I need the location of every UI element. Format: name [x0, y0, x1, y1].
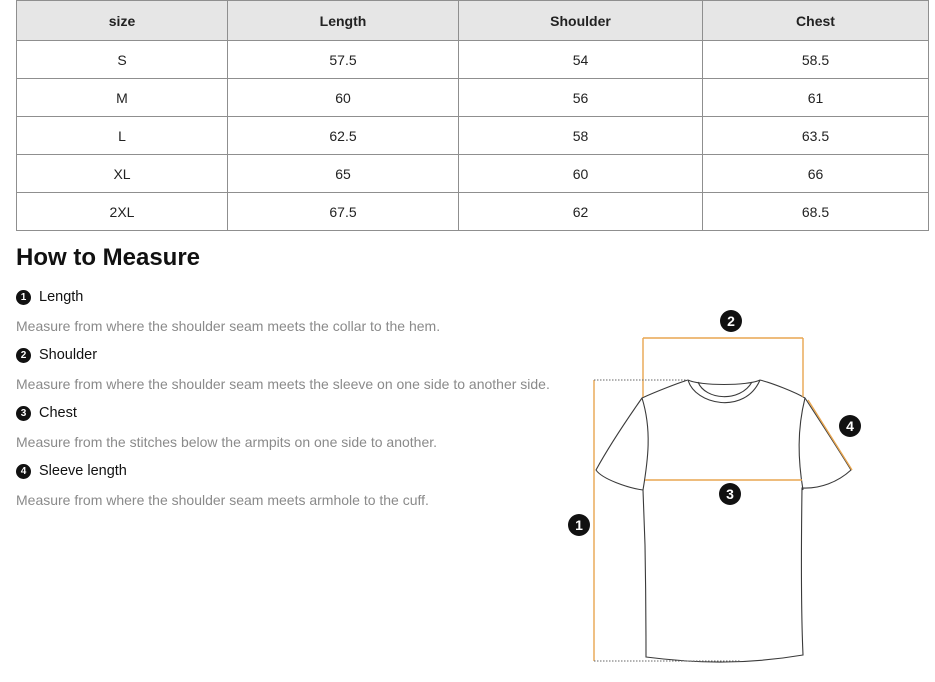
cell-shoulder: 60	[459, 155, 703, 193]
table-row	[17, 117, 929, 155]
table-row	[17, 155, 929, 193]
measure-item-label: Chest	[39, 405, 77, 421]
measure-item-label: Sleeve length	[39, 463, 127, 479]
cell-length: 65	[228, 155, 459, 193]
measure-item-label: Length	[39, 289, 84, 305]
cell-size: XL	[17, 155, 228, 193]
table-header-row	[17, 1, 929, 41]
cell-size: S	[17, 41, 228, 79]
table-row	[17, 79, 929, 117]
marker-4	[839, 415, 861, 437]
number-3-icon: 3	[16, 406, 31, 421]
marker-2	[720, 310, 742, 332]
cell-chest: 66	[703, 155, 929, 193]
header-length: Length	[228, 1, 459, 41]
cell-chest: 68.5	[703, 193, 929, 231]
svg-text:2: 2	[727, 313, 735, 329]
measure-item-sleeve-length	[16, 463, 127, 479]
measure-item-label: Shoulder	[39, 347, 98, 363]
marker-1	[568, 514, 590, 536]
cell-length: 62.5	[228, 117, 459, 155]
header-shoulder: Shoulder	[459, 1, 703, 41]
svg-text:3: 3	[726, 486, 734, 502]
marker-3	[719, 483, 741, 505]
measure-item-description: Measure from where the shoulder seam meets the collar to the hem.	[16, 318, 441, 334]
cell-length: 67.5	[228, 193, 459, 231]
cell-chest: 58.5	[703, 41, 929, 79]
cell-size: M	[17, 79, 228, 117]
table-row	[17, 41, 929, 79]
cell-length: 57.5	[228, 41, 459, 79]
size-chart-table	[16, 0, 929, 231]
svg-text:1: 1	[575, 517, 583, 533]
cell-shoulder: 56	[459, 79, 703, 117]
measure-item-length	[16, 289, 83, 305]
table-row	[17, 193, 929, 231]
measure-item-description: Measure from the stitches below the armpits on one side to another.	[16, 434, 438, 450]
measure-item-description: Measure from where the shoulder seam meets the sleeve on one side to another side.	[16, 376, 550, 392]
cell-size: L	[17, 117, 228, 155]
header-size: size	[17, 1, 228, 41]
measure-item-chest	[16, 405, 77, 421]
number-1-icon: 1	[16, 290, 31, 305]
tshirt-outline-icon	[596, 380, 851, 662]
cell-shoulder: 62	[459, 193, 703, 231]
tshirt-measurement-diagram	[560, 300, 870, 670]
cell-chest: 63.5	[703, 117, 929, 155]
cell-shoulder: 58	[459, 117, 703, 155]
measure-item-description: Measure from where the shoulder seam meets armhole to the cuff.	[16, 492, 429, 508]
number-2-icon: 2	[16, 348, 31, 363]
cell-length: 60	[228, 79, 459, 117]
svg-text:4: 4	[846, 418, 854, 434]
cell-size: 2XL	[17, 193, 228, 231]
cell-shoulder: 54	[459, 41, 703, 79]
how-to-measure-heading: How to Measure	[16, 244, 201, 271]
header-chest: Chest	[703, 1, 929, 41]
cell-chest: 61	[703, 79, 929, 117]
number-4-icon: 4	[16, 464, 31, 479]
measure-item-shoulder	[16, 347, 97, 363]
